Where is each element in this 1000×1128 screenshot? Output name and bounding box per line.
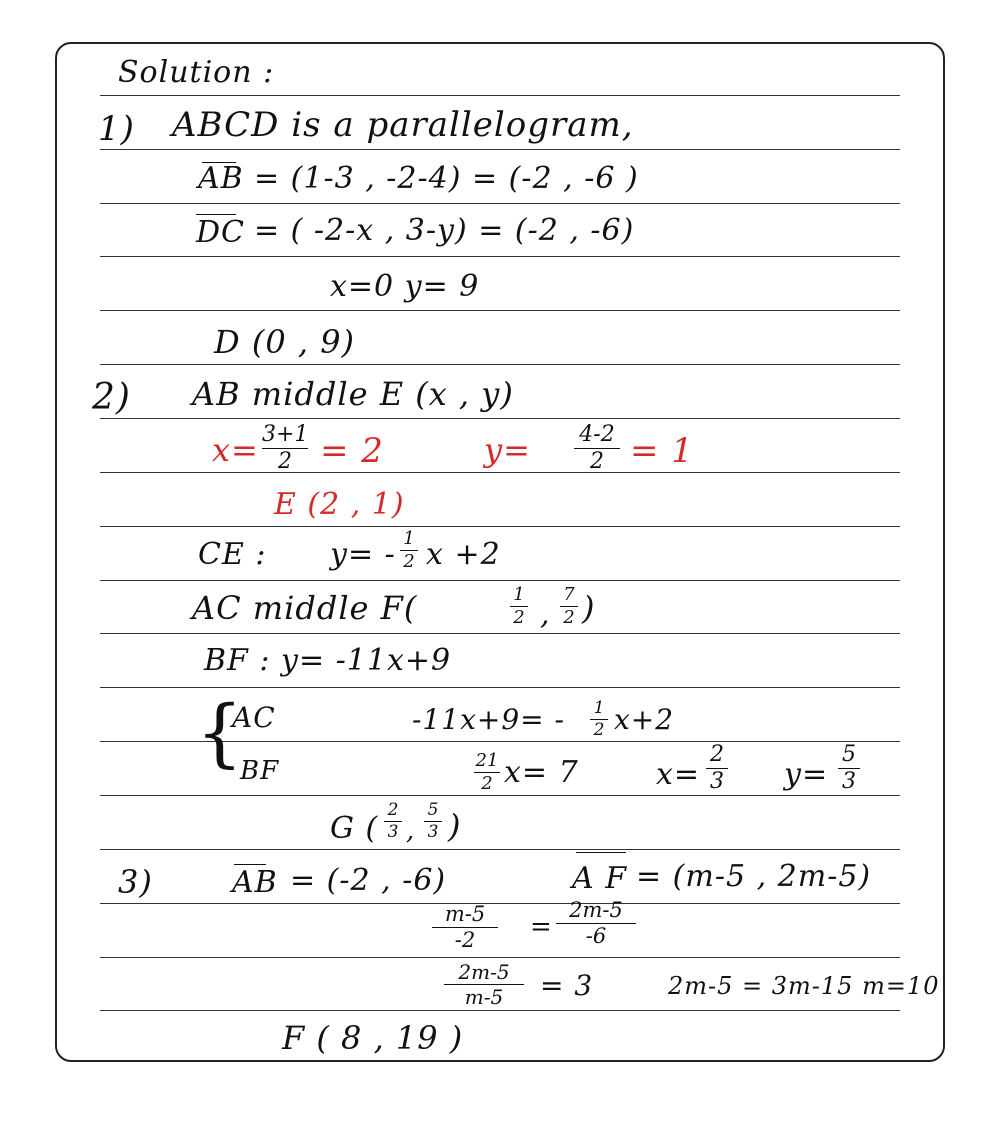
part2-g-close: )	[448, 807, 462, 845]
part2-bf-equation: BF : y= -11x+9	[204, 643, 452, 678]
part2-g-pre: G (	[330, 811, 379, 846]
fraction-numerator: 2	[387, 800, 399, 820]
ruled-line	[100, 526, 900, 527]
part3-ratio3-fraction	[444, 962, 524, 1007]
fraction-denominator: 3	[387, 822, 399, 842]
part2-ce-fraction	[400, 530, 418, 571]
part1-solution: x=0 y= 9	[330, 269, 480, 304]
fraction-denominator: 2	[403, 551, 415, 572]
part3-ratio3-value: = 3	[540, 969, 594, 1002]
fraction-numerator: 2m-5	[569, 898, 623, 922]
part2-ce-equation-post: x +2	[426, 537, 501, 572]
ruled-line	[100, 310, 900, 311]
part3-solution: 2m-5 = 3m-15 m=10	[668, 972, 940, 1000]
part2-ce-equation-pre: y= -	[330, 537, 396, 572]
part3-ab-equation: = (-2 , -6)	[290, 863, 447, 898]
part1-number: 1)	[98, 109, 135, 149]
fraction-numerator: 1	[403, 528, 415, 549]
ruled-line	[100, 1010, 900, 1011]
ruled-line	[100, 203, 900, 204]
fraction-denominator: 2	[593, 720, 605, 740]
ruled-line	[100, 849, 900, 850]
fraction-denominator: -2	[454, 928, 476, 952]
part3-ratio2-fraction	[556, 900, 636, 947]
ruled-line	[100, 580, 900, 581]
ruled-line	[100, 687, 900, 688]
ruled-line	[100, 957, 900, 958]
part2-system-line1: AC	[232, 701, 276, 734]
part2-x-label: x=	[212, 431, 259, 469]
fraction-denominator: -6	[585, 924, 607, 948]
part2-solution-y-label: y=	[784, 757, 829, 792]
part1-statement: ABCD is a parallelogram,	[172, 105, 634, 145]
part2-y-fraction	[574, 424, 620, 473]
fraction-numerator: 5	[427, 800, 439, 820]
part3-result: F ( 8 , 19 )	[282, 1019, 464, 1057]
part3-af-vector: A F	[572, 861, 628, 896]
fraction-numerator: 1	[593, 698, 605, 718]
part3-number: 3)	[118, 863, 153, 901]
vector-arrow	[576, 852, 626, 853]
part2-ce-label: CE :	[198, 537, 267, 572]
fraction-numerator: 7	[563, 584, 575, 605]
part3-ratio-equals: =	[530, 912, 553, 942]
system-brace: {	[196, 690, 244, 776]
fraction-numerator: 2	[710, 742, 724, 767]
fraction-denominator: 3	[710, 769, 724, 794]
ruled-line	[100, 633, 900, 634]
fraction-denominator: 3	[842, 769, 856, 794]
part2-f-x-fraction	[510, 586, 528, 627]
part2-f-y-fraction	[560, 586, 578, 627]
part2-y-value: = 1	[630, 431, 694, 471]
fraction-denominator: 2	[278, 449, 292, 474]
fraction-numerator: 2m-5	[458, 960, 510, 984]
ruled-line	[100, 149, 900, 150]
fraction-numerator: 3+1	[262, 422, 309, 447]
part2-system-eq1-pre: -11x+9= -	[412, 703, 565, 736]
part2-solution-x-fraction	[706, 744, 728, 793]
part2-system-line2: BF	[240, 756, 280, 786]
part2-y-label: y=	[484, 431, 531, 469]
fraction-numerator: m-5	[444, 902, 486, 926]
part3-ratio1-fraction	[432, 904, 498, 951]
part1-ab-vector: AB	[198, 161, 244, 196]
part2-solution-y-fraction	[838, 744, 860, 793]
part2-x-value: = 2	[320, 431, 384, 471]
part2-statement: AB middle E (x , y)	[192, 375, 514, 413]
part2-g-x-fraction	[384, 802, 402, 841]
part2-f-separator: ,	[540, 597, 551, 632]
part2-system-eq1-post: x+2	[614, 703, 675, 736]
fraction-numerator: 1	[513, 584, 525, 605]
ruled-line	[100, 95, 900, 96]
fraction-numerator: 21	[475, 750, 499, 771]
ruled-line	[100, 418, 900, 419]
fraction-denominator: 2	[563, 607, 575, 628]
part2-g-y-fraction	[424, 802, 442, 841]
part2-system-eq2-post: x= 7	[504, 755, 579, 790]
part2-e-point: E (2 , 1)	[274, 487, 405, 522]
part3-ab-vector: AB	[232, 865, 278, 900]
fraction-denominator: 3	[427, 822, 439, 842]
part2-system-eq1-fraction	[590, 700, 608, 739]
part2-solution-x-label: x=	[656, 757, 701, 792]
part2-g-separator: ,	[406, 816, 416, 846]
ruled-line	[100, 903, 900, 904]
fraction-numerator: 5	[842, 742, 856, 767]
fraction-denominator: 2	[590, 449, 604, 474]
ruled-line	[100, 472, 900, 473]
part1-dc-vector: DC	[196, 215, 246, 250]
part2-f-close: )	[582, 589, 596, 627]
part3-af-equation: = (m-5 , 2m-5)	[636, 859, 872, 894]
part2-system-eq2-fraction	[474, 752, 500, 793]
ruled-line	[100, 795, 900, 796]
solution-heading: Solution :	[118, 55, 275, 90]
fraction-denominator: 2	[513, 607, 525, 628]
part2-number: 2)	[92, 377, 131, 418]
fraction-denominator: m-5	[464, 985, 504, 1009]
part2-ac-middle: AC middle F(	[192, 589, 418, 627]
part1-dc-equation: = ( -2-x , 3-y) = (-2 , -6)	[254, 213, 635, 248]
part2-x-fraction	[262, 424, 308, 473]
ruled-line	[100, 256, 900, 257]
fraction-numerator: 4-2	[579, 422, 615, 447]
fraction-denominator: 2	[481, 773, 493, 794]
part1-ab-equation: = (1-3 , -2-4) = (-2 , -6 )	[254, 161, 639, 196]
part1-result: D (0 , 9)	[214, 323, 356, 361]
ruled-line	[100, 364, 900, 365]
